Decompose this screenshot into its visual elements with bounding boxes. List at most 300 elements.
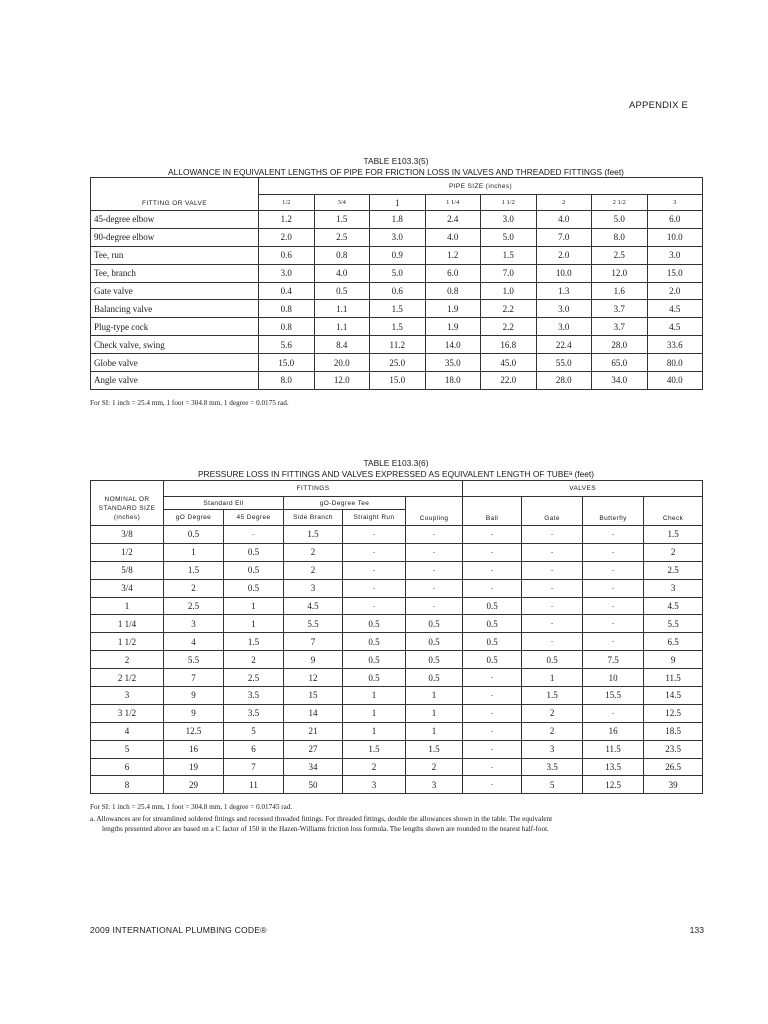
table1-size-header: 1 1/4 [425,195,481,211]
table-cell: 0.5 [343,633,406,651]
table-cell: 1.0 [481,282,537,300]
table-cell: 22.0 [481,372,537,390]
table-cell: 25.0 [370,354,426,372]
table-cell: - [583,579,644,597]
table-row [91,704,703,722]
table-cell: 0.5 [463,615,522,633]
table-cell: 1 [343,722,406,740]
table-cell: 15.5 [583,687,644,705]
table-cell: 0.5 [463,597,522,615]
table-cell: 5.6 [259,336,315,354]
table-cell: 0.5 [343,651,406,669]
table-cell: - [522,615,583,633]
table-cell: 2.5 [644,561,703,579]
footer-code-title: 2009 INTERNATIONAL PLUMBING CODE® [90,925,267,935]
table-cell: 11.5 [644,669,703,687]
table-cell: - [522,526,583,544]
table-cell: - [343,597,406,615]
table-cell: 3.5 [522,758,583,776]
table-cell: 2.5 [592,246,648,264]
table1-friction-loss [90,177,703,390]
table-cell: - [463,687,522,705]
table-cell: 22.4 [536,336,592,354]
table-cell: 8.0 [259,372,315,390]
table-cell: 2 [522,704,583,722]
table-cell: 4.5 [647,318,703,336]
table-cell: 2 [284,543,343,561]
table-cell: 45.0 [481,354,537,372]
fitting-name: 45-degree elbow [91,211,259,229]
table-cell: 39 [644,776,703,794]
nominal-size: 4 [91,722,164,740]
table-cell: 8.0 [592,228,648,246]
table-cell: 65.0 [592,354,648,372]
table-cell: 1 [343,687,406,705]
appendix-label: APPENDIX E [628,100,688,111]
table-cell: 16 [583,722,644,740]
table-cell: 3 [644,579,703,597]
table-cell: - [463,776,522,794]
table-cell: 0.5 [406,669,463,687]
table-cell: 3 [164,615,224,633]
table-cell: 15.0 [259,354,315,372]
table-cell: 3 [343,776,406,794]
table-cell: 0.5 [343,615,406,633]
nominal-size: 2 [91,651,164,669]
table1-size-header: 3/4 [314,195,370,211]
table-cell: 1.9 [425,318,481,336]
table2-straight-run-header: Straight Run [343,510,406,526]
table-cell: 1 [343,704,406,722]
table-row [91,372,703,390]
table-cell: 0.5 [224,543,284,561]
table-cell: 80.0 [647,354,703,372]
table-cell: 55.0 [536,354,592,372]
table-cell: 3 [522,740,583,758]
table-cell: 9 [644,651,703,669]
page-number: 133 [689,925,704,935]
table1-title [90,156,702,178]
table-cell: 12.5 [164,722,224,740]
table-cell: 2 [284,561,343,579]
table-cell: 1 [406,704,463,722]
table-cell: - [406,579,463,597]
table-cell: 1.5 [481,246,537,264]
table-cell: 1.5 [370,318,426,336]
table-cell: 12.0 [314,372,370,390]
table-cell: 1.5 [164,561,224,579]
table-cell: - [463,543,522,561]
table1-size-header: 2 1/2 [592,195,648,211]
table-row [91,318,703,336]
table-cell: - [463,669,522,687]
table-cell: 5.0 [481,228,537,246]
table-cell: 1 [522,669,583,687]
table-cell: 1 [224,597,284,615]
table2-standard-ell-header: Standard Ell [164,497,284,510]
table-cell: 2 [224,651,284,669]
table-cell: 3.0 [370,228,426,246]
table-cell: 5 [224,722,284,740]
table-cell: 7.5 [583,651,644,669]
table-cell: 4.5 [647,300,703,318]
table-cell: 9 [164,687,224,705]
table-row [91,579,703,597]
table-row [91,264,703,282]
table-cell: - [463,526,522,544]
table2-number: TABLE E103.3(6) [363,458,429,468]
table-cell: 5.0 [370,264,426,282]
table-cell: 5 [522,776,583,794]
table-cell: 3 [406,776,463,794]
table-cell: 28.0 [536,372,592,390]
table-cell: - [406,526,463,544]
table-cell: 7.0 [481,264,537,282]
table-cell: 28.0 [592,336,648,354]
table1-row-header: FITTING OR VALVE [91,178,259,211]
table-row [91,211,703,229]
table-cell: 7 [284,633,343,651]
nominal-size: 1 [91,597,164,615]
table-cell: 0.5 [463,633,522,651]
table-cell: 33.6 [647,336,703,354]
table-cell: 4 [164,633,224,651]
nominal-size: 8 [91,776,164,794]
table-cell: 4.0 [314,264,370,282]
table-cell: 0.5 [406,633,463,651]
table-cell: 4.5 [644,597,703,615]
table-cell: 1.5 [406,740,463,758]
table-cell: 7.0 [536,228,592,246]
table-cell: 15 [284,687,343,705]
table-cell: - [406,597,463,615]
table-cell: - [522,561,583,579]
table-cell: 35.0 [425,354,481,372]
table-cell: 1.5 [284,526,343,544]
table-cell: - [583,633,644,651]
table-cell: 26.5 [644,758,703,776]
table-row [91,228,703,246]
table-cell: 1.3 [536,282,592,300]
table-cell: 16 [164,740,224,758]
table-cell: - [463,740,522,758]
table-cell: - [343,579,406,597]
table-cell: 6 [224,740,284,758]
table2-ball-header: Ball [463,497,522,526]
table-cell: 3.5 [224,704,284,722]
table-cell: - [463,722,522,740]
table-cell: 11 [224,776,284,794]
table-cell: 0.5 [522,651,583,669]
table2-caption: PRESSURE LOSS IN FITTINGS AND VALVES EXPRESSED AS EQUIVALENT LENGTH OF TUBEᵃ (feet) [197,469,595,479]
table-cell: 9 [164,704,224,722]
table-row [91,669,703,687]
table-cell: 7 [224,758,284,776]
table-cell: 2 [406,758,463,776]
table-cell: 11.2 [370,336,426,354]
table-cell: 2 [522,722,583,740]
table-cell: 6.0 [425,264,481,282]
table-cell: 18.0 [425,372,481,390]
table-cell: 6.0 [647,211,703,229]
table-cell: 3.7 [592,300,648,318]
table2-footnote-a-line1: a. Allowances are for streamlined soldered fittings and recessed threaded fittings. For threaded fittings, double the allowances shown in the table. The equivalent [90,815,553,823]
table2-tee-header: gO-Degree Tee [284,497,406,510]
table-cell: 3.0 [259,264,315,282]
table-cell: 14.0 [425,336,481,354]
table-cell: 23.5 [644,740,703,758]
table-cell: 14.5 [644,687,703,705]
table-cell: - [583,543,644,561]
table-cell: 3.7 [592,318,648,336]
table-cell: 0.5 [314,282,370,300]
fitting-name: Globe valve [91,354,259,372]
nominal-size: 2 1/2 [91,669,164,687]
table-cell: 3.0 [481,211,537,229]
table-cell: 1 [406,687,463,705]
fitting-name: Gate valve [91,282,259,300]
table-cell: 2.5 [314,228,370,246]
table-cell: 29 [164,776,224,794]
table-cell: - [343,561,406,579]
nominal-size: 3 1/2 [91,704,164,722]
fitting-name: Balancing valve [91,300,259,318]
table-cell: 2.4 [425,211,481,229]
table2-side-branch-header: Side Branch [284,510,343,526]
nominal-size: 1 1/2 [91,633,164,651]
table-cell: 0.9 [370,246,426,264]
table-cell: 12.5 [583,776,644,794]
table-cell: 4.0 [536,211,592,229]
table2-title [90,458,702,480]
table-cell: 0.5 [224,579,284,597]
table-cell: 12.0 [592,264,648,282]
table-row [91,597,703,615]
table-cell: - [463,704,522,722]
table-cell: 0.8 [259,300,315,318]
table1-pipe-size-header: PIPE SIZE (inches) [259,178,703,195]
table-cell: 13.5 [583,758,644,776]
table-cell: 12 [284,669,343,687]
table-cell: - [522,597,583,615]
table-cell: - [583,597,644,615]
fitting-name: 90-degree elbow [91,228,259,246]
table-cell: 2.2 [481,300,537,318]
table-cell: - [522,633,583,651]
table-cell: 4.0 [425,228,481,246]
table-cell: 50 [284,776,343,794]
table-cell: 4.5 [284,597,343,615]
table-cell: 3.0 [536,318,592,336]
table-cell: 5.0 [592,211,648,229]
table2-check-header: Check [644,497,703,526]
table2-si-note: For SI: 1 inch = 25.4 mm, 1 foot = 304.8 mm, 1 degree = 0.01745 rad. [90,803,293,811]
table-cell: 0.5 [343,669,406,687]
table-cell: 8.4 [314,336,370,354]
table1-si-note: For SI: 1 inch = 25.4 mm, 1 foot = 304.8 mm, 1 degree = 0.0175 rad. [90,399,289,407]
table-cell: 10.0 [536,264,592,282]
table-cell: 2.0 [536,246,592,264]
table-cell: 2.5 [224,669,284,687]
fitting-name: Plug-type cock [91,318,259,336]
table-cell: 3.0 [647,246,703,264]
table-cell: - [522,579,583,597]
fitting-name: Tee, branch [91,264,259,282]
nominal-size: 1 1/4 [91,615,164,633]
table-cell: 5.5 [164,651,224,669]
table2-nominal-size-header: NOMINAL OR STANDARD SIZE (inches) [91,481,164,526]
fitting-name: Check valve, swing [91,336,259,354]
table-row [91,776,703,794]
table-cell: - [224,526,284,544]
table-cell: 1 [406,722,463,740]
table2-45-degree-header: 45 Degree [224,510,284,526]
table-cell: 6.5 [644,633,703,651]
table-row [91,354,703,372]
fitting-name: Tee, run [91,246,259,264]
nominal-size: 5/8 [91,561,164,579]
table-cell: 2.2 [481,318,537,336]
table-cell: 3 [284,579,343,597]
nominal-size: 3/4 [91,579,164,597]
nominal-size: 1/2 [91,543,164,561]
table-cell: 0.5 [224,561,284,579]
table-cell: - [583,526,644,544]
table-cell: 1.5 [522,687,583,705]
table-cell: 1.8 [370,211,426,229]
table-cell: 9 [284,651,343,669]
table-cell: 1 [164,543,224,561]
table-row [91,722,703,740]
table-cell: 2.0 [647,282,703,300]
table-cell: 34 [284,758,343,776]
table-cell: 10 [583,669,644,687]
table-cell: 1.9 [425,300,481,318]
table-row [91,336,703,354]
table1-size-header: 3 [647,195,703,211]
table-cell: 15.0 [647,264,703,282]
table-cell: 2.5 [164,597,224,615]
table-cell: 0.6 [259,246,315,264]
table-cell: 15.0 [370,372,426,390]
table2-coupling-header: Coupling [406,497,463,526]
table-cell: - [343,526,406,544]
table-cell: 1.5 [644,526,703,544]
table2-pressure-loss [90,480,703,794]
table1-caption: ALLOWANCE IN EQUIVALENT LENGTHS OF PIPE FOR FRICTION LOSS IN VALVES AND THREADED FITTINGS (feet) [168,167,624,177]
table2-footnote-a-line2: lengths presented above are based on a C factor of 150 in the Hazen-Williams friction loss formula. The lengths shown are rounded to the nearest half-foot. [102,825,549,833]
table-cell: 21 [284,722,343,740]
table-cell: - [583,704,644,722]
table-cell: 1.5 [343,740,406,758]
table-cell: 3.5 [224,687,284,705]
table-row [91,246,703,264]
table-cell: 0.5 [164,526,224,544]
table-cell: 34.0 [592,372,648,390]
table-cell: - [463,758,522,776]
table-cell: - [583,615,644,633]
table-cell: - [343,543,406,561]
table-cell: 11.5 [583,740,644,758]
table-cell: 5.5 [284,615,343,633]
table-cell: 40.0 [647,372,703,390]
table1-size-header: 1 1/2 [481,195,537,211]
table2-butterfly-header: Butterfly [583,497,644,526]
table-cell: 1.5 [370,300,426,318]
table-cell: 1.2 [425,246,481,264]
table-cell: 0.8 [425,282,481,300]
table-cell: 1.1 [314,300,370,318]
table-row [91,633,703,651]
table-cell: 27 [284,740,343,758]
table-cell: 16.8 [481,336,537,354]
table-row [91,758,703,776]
table-cell: 10.0 [647,228,703,246]
table-cell: 1.5 [224,633,284,651]
table-cell: 0.5 [406,615,463,633]
table2-gate-header: Gate [522,497,583,526]
table-row [91,740,703,758]
nominal-size: 3 [91,687,164,705]
table-cell: 0.5 [463,651,522,669]
nominal-size: 3/8 [91,526,164,544]
table-row [91,300,703,318]
table2-valves-header: VALVES [463,481,703,497]
table-cell: - [522,543,583,561]
fitting-name: Angle valve [91,372,259,390]
table-cell: 0.5 [406,651,463,669]
table-cell: - [463,561,522,579]
table-cell: 2 [644,543,703,561]
table-cell: 14 [284,704,343,722]
nominal-size: 6 [91,758,164,776]
table1-number: TABLE E103.3(5) [363,156,429,166]
table-cell: 5.5 [644,615,703,633]
table-row [91,543,703,561]
table-cell: - [463,579,522,597]
table-cell: - [406,543,463,561]
table2-fittings-header: FITTINGS [164,481,463,497]
table-cell: - [406,561,463,579]
table-row [91,687,703,705]
table-cell: 1.1 [314,318,370,336]
table1-size-header: 2 [536,195,592,211]
table-cell: 20.0 [314,354,370,372]
table-cell: 0.4 [259,282,315,300]
table-row [91,561,703,579]
table-cell: 0.8 [259,318,315,336]
table1-size-header: 1 [370,195,426,211]
table-row [91,615,703,633]
table-cell: 19 [164,758,224,776]
table-row [91,526,703,544]
table-cell: 12.5 [644,704,703,722]
table-cell: 1.5 [314,211,370,229]
table-cell: 3.0 [536,300,592,318]
table-row [91,282,703,300]
table-cell: 7 [164,669,224,687]
table-cell: 18.5 [644,722,703,740]
nominal-size: 5 [91,740,164,758]
table-cell: 0.8 [314,246,370,264]
table-row [91,651,703,669]
table-cell: 0.6 [370,282,426,300]
table1-size-header: 1/2 [259,195,315,211]
table-cell: 2.0 [259,228,315,246]
table-cell: 1 [224,615,284,633]
table-cell: 1.2 [259,211,315,229]
table-cell: 2 [164,579,224,597]
